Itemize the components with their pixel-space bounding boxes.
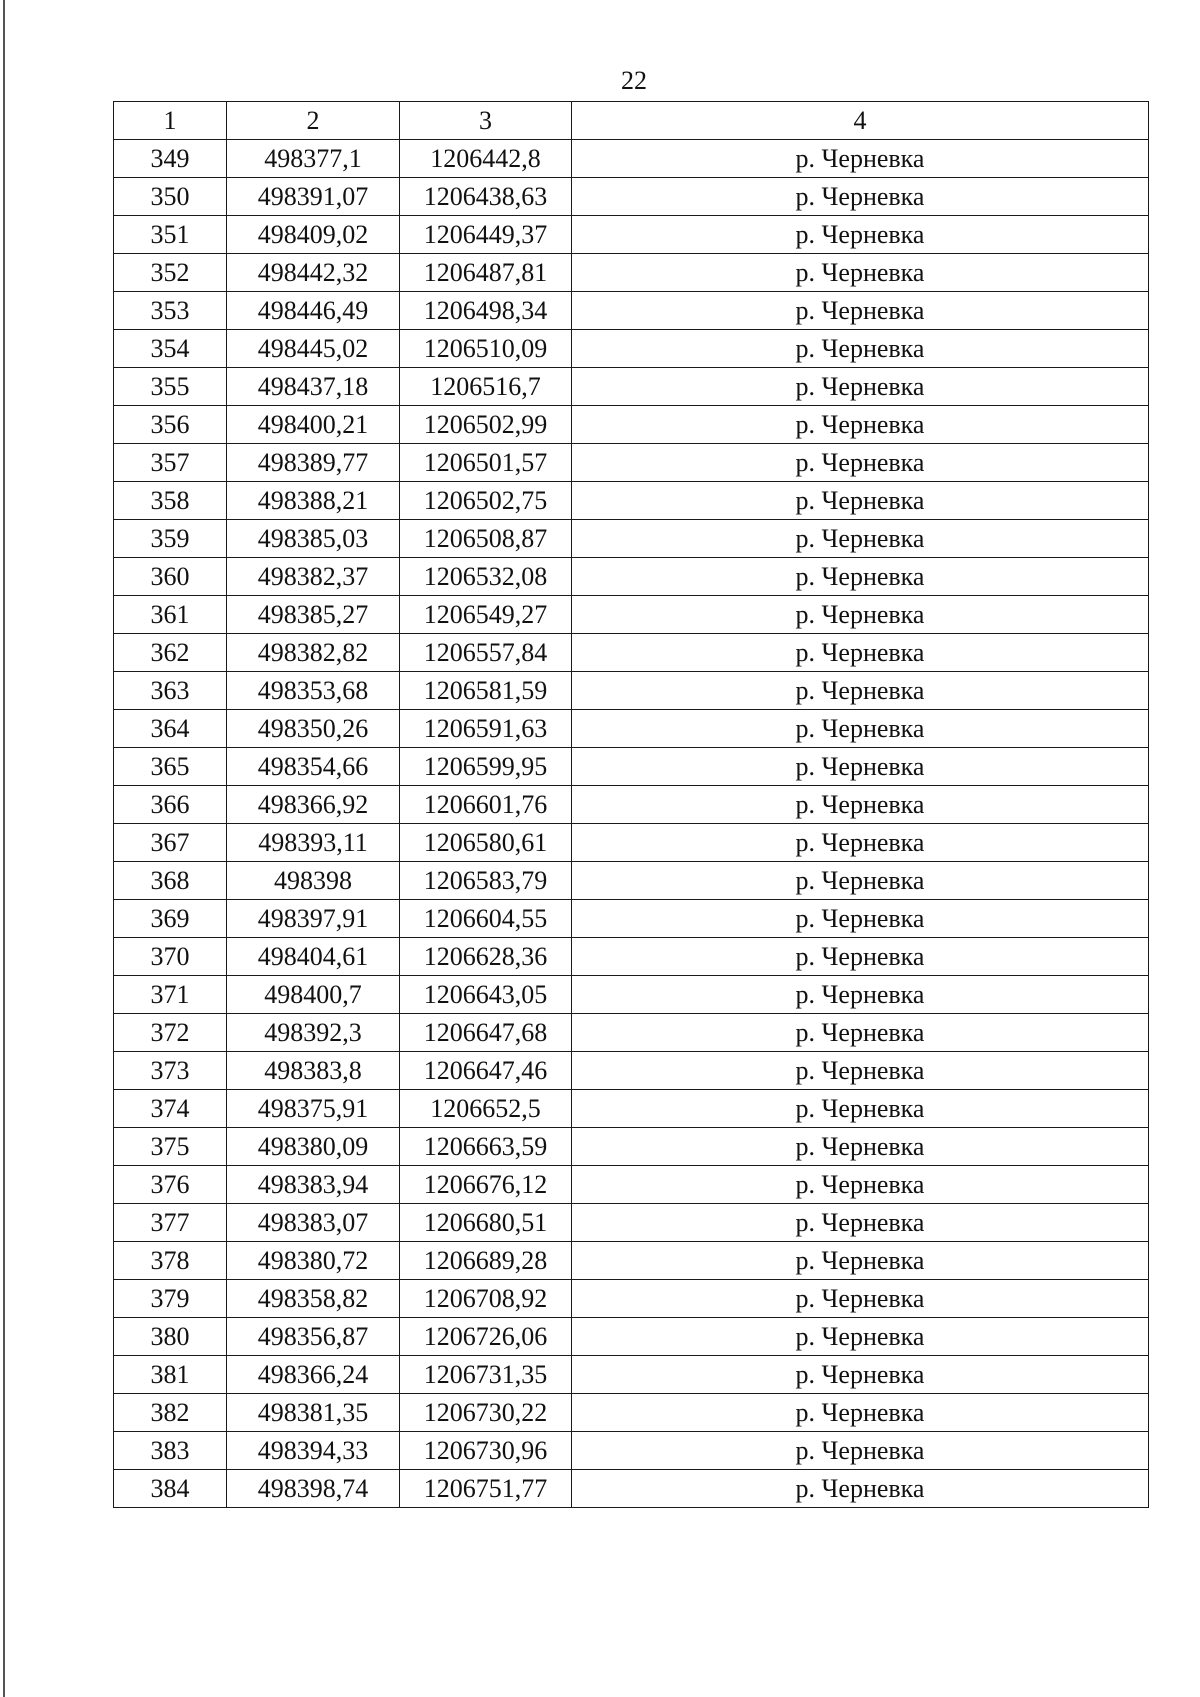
y-coordinate-cell: 1206508,87 [400, 520, 572, 558]
y-coordinate-cell: 1206601,76 [400, 786, 572, 824]
header-cell-3: 3 [400, 102, 572, 140]
table-row [114, 1204, 1149, 1242]
description-cell: р. Черневка [572, 520, 1149, 558]
point-number-cell: 379 [114, 1280, 227, 1318]
point-number-cell: 356 [114, 406, 227, 444]
description-cell: р. Черневка [572, 862, 1149, 900]
header-cell-4: 4 [572, 102, 1149, 140]
x-coordinate-cell: 498380,72 [227, 1242, 400, 1280]
x-coordinate-cell: 498398 [227, 862, 400, 900]
table-row [114, 140, 1149, 178]
table-row [114, 634, 1149, 672]
table-row [114, 558, 1149, 596]
point-number-cell: 373 [114, 1052, 227, 1090]
y-coordinate-cell: 1206487,81 [400, 254, 572, 292]
x-coordinate-cell: 498354,66 [227, 748, 400, 786]
y-coordinate-cell: 1206591,63 [400, 710, 572, 748]
y-coordinate-cell: 1206726,06 [400, 1318, 572, 1356]
point-number-cell: 360 [114, 558, 227, 596]
point-number-cell: 357 [114, 444, 227, 482]
y-coordinate-cell: 1206689,28 [400, 1242, 572, 1280]
y-coordinate-cell: 1206498,34 [400, 292, 572, 330]
point-number-cell: 372 [114, 1014, 227, 1052]
x-coordinate-cell: 498393,11 [227, 824, 400, 862]
x-coordinate-cell: 498382,37 [227, 558, 400, 596]
table-row [114, 710, 1149, 748]
description-cell: р. Черневка [572, 786, 1149, 824]
y-coordinate-cell: 1206557,84 [400, 634, 572, 672]
point-number-cell: 366 [114, 786, 227, 824]
y-coordinate-cell: 1206581,59 [400, 672, 572, 710]
y-coordinate-cell: 1206580,61 [400, 824, 572, 862]
x-coordinate-cell: 498400,7 [227, 976, 400, 1014]
point-number-cell: 371 [114, 976, 227, 1014]
y-coordinate-cell: 1206516,7 [400, 368, 572, 406]
x-coordinate-cell: 498375,91 [227, 1090, 400, 1128]
x-coordinate-cell: 498356,87 [227, 1318, 400, 1356]
page-number: 22 [621, 66, 647, 95]
table-row [114, 520, 1149, 558]
description-cell: р. Черневка [572, 748, 1149, 786]
point-number-cell: 376 [114, 1166, 227, 1204]
description-cell: р. Черневка [572, 1204, 1149, 1242]
x-coordinate-cell: 498445,02 [227, 330, 400, 368]
description-cell: р. Черневка [572, 368, 1149, 406]
point-number-cell: 350 [114, 178, 227, 216]
x-coordinate-cell: 498394,33 [227, 1432, 400, 1470]
table-row [114, 330, 1149, 368]
y-coordinate-cell: 1206680,51 [400, 1204, 572, 1242]
y-coordinate-cell: 1206438,63 [400, 178, 572, 216]
point-number-cell: 353 [114, 292, 227, 330]
description-cell: р. Черневка [572, 444, 1149, 482]
table-row [114, 178, 1149, 216]
table-row [114, 368, 1149, 406]
coordinates-table [113, 101, 1149, 1508]
description-cell: р. Черневка [572, 254, 1149, 292]
table-row [114, 672, 1149, 710]
table-row [114, 1052, 1149, 1090]
point-number-cell: 382 [114, 1394, 227, 1432]
table-row [114, 824, 1149, 862]
x-coordinate-cell: 498383,94 [227, 1166, 400, 1204]
table-body [114, 140, 1149, 1508]
x-coordinate-cell: 498382,82 [227, 634, 400, 672]
table-row [114, 976, 1149, 1014]
table-row [114, 1280, 1149, 1318]
point-number-cell: 352 [114, 254, 227, 292]
point-number-cell: 349 [114, 140, 227, 178]
table-row [114, 1166, 1149, 1204]
description-cell: р. Черневка [572, 558, 1149, 596]
description-cell: р. Черневка [572, 938, 1149, 976]
point-number-cell: 363 [114, 672, 227, 710]
table-row [114, 748, 1149, 786]
x-coordinate-cell: 498383,07 [227, 1204, 400, 1242]
table-row [114, 406, 1149, 444]
y-coordinate-cell: 1206647,68 [400, 1014, 572, 1052]
description-cell: р. Черневка [572, 406, 1149, 444]
table-row [114, 1394, 1149, 1432]
y-coordinate-cell: 1206604,55 [400, 900, 572, 938]
description-cell: р. Черневка [572, 330, 1149, 368]
table-row [114, 1242, 1149, 1280]
table-row [114, 862, 1149, 900]
y-coordinate-cell: 1206442,8 [400, 140, 572, 178]
description-cell: р. Черневка [572, 178, 1149, 216]
y-coordinate-cell: 1206549,27 [400, 596, 572, 634]
description-cell: р. Черневка [572, 976, 1149, 1014]
y-coordinate-cell: 1206583,79 [400, 862, 572, 900]
description-cell: р. Черневка [572, 1242, 1149, 1280]
table-row [114, 900, 1149, 938]
header-row [114, 102, 1149, 140]
table-row [114, 596, 1149, 634]
y-coordinate-cell: 1206647,46 [400, 1052, 572, 1090]
description-cell: р. Черневка [572, 1052, 1149, 1090]
table-row [114, 1356, 1149, 1394]
point-number-cell: 368 [114, 862, 227, 900]
table-row [114, 1014, 1149, 1052]
x-coordinate-cell: 498446,49 [227, 292, 400, 330]
point-number-cell: 358 [114, 482, 227, 520]
x-coordinate-cell: 498388,21 [227, 482, 400, 520]
y-coordinate-cell: 1206628,36 [400, 938, 572, 976]
point-number-cell: 369 [114, 900, 227, 938]
x-coordinate-cell: 498366,92 [227, 786, 400, 824]
point-number-cell: 365 [114, 748, 227, 786]
table-row [114, 786, 1149, 824]
point-number-cell: 362 [114, 634, 227, 672]
point-number-cell: 354 [114, 330, 227, 368]
table-row [114, 292, 1149, 330]
description-cell: р. Черневка [572, 634, 1149, 672]
description-cell: р. Черневка [572, 710, 1149, 748]
x-coordinate-cell: 498385,03 [227, 520, 400, 558]
table-row [114, 254, 1149, 292]
description-cell: р. Черневка [572, 1280, 1149, 1318]
header-cell-1: 1 [114, 102, 227, 140]
description-cell: р. Черневка [572, 1318, 1149, 1356]
y-coordinate-cell: 1206652,5 [400, 1090, 572, 1128]
table-row [114, 1470, 1149, 1508]
point-number-cell: 355 [114, 368, 227, 406]
point-number-cell: 378 [114, 1242, 227, 1280]
y-coordinate-cell: 1206643,05 [400, 976, 572, 1014]
table-row [114, 1432, 1149, 1470]
x-coordinate-cell: 498397,91 [227, 900, 400, 938]
y-coordinate-cell: 1206502,75 [400, 482, 572, 520]
point-number-cell: 367 [114, 824, 227, 862]
x-coordinate-cell: 498442,32 [227, 254, 400, 292]
y-coordinate-cell: 1206751,77 [400, 1470, 572, 1508]
point-number-cell: 374 [114, 1090, 227, 1128]
point-number-cell: 359 [114, 520, 227, 558]
x-coordinate-cell: 498381,35 [227, 1394, 400, 1432]
x-coordinate-cell: 498409,02 [227, 216, 400, 254]
point-number-cell: 384 [114, 1470, 227, 1508]
table-row [114, 1128, 1149, 1166]
point-number-cell: 377 [114, 1204, 227, 1242]
description-cell: р. Черневка [572, 216, 1149, 254]
y-coordinate-cell: 1206708,92 [400, 1280, 572, 1318]
x-coordinate-cell: 498366,24 [227, 1356, 400, 1394]
y-coordinate-cell: 1206663,59 [400, 1128, 572, 1166]
page-edge-line [3, 0, 5, 1697]
description-cell: р. Черневка [572, 1090, 1149, 1128]
description-cell: р. Черневка [572, 1128, 1149, 1166]
y-coordinate-cell: 1206730,96 [400, 1432, 572, 1470]
point-number-cell: 361 [114, 596, 227, 634]
y-coordinate-cell: 1206731,35 [400, 1356, 572, 1394]
description-cell: р. Черневка [572, 292, 1149, 330]
point-number-cell: 380 [114, 1318, 227, 1356]
description-cell: р. Черневка [572, 140, 1149, 178]
table-row [114, 444, 1149, 482]
header-cell-2: 2 [227, 102, 400, 140]
y-coordinate-cell: 1206676,12 [400, 1166, 572, 1204]
y-coordinate-cell: 1206730,22 [400, 1394, 572, 1432]
table-header [114, 102, 1149, 140]
x-coordinate-cell: 498389,77 [227, 444, 400, 482]
description-cell: р. Черневка [572, 672, 1149, 710]
y-coordinate-cell: 1206532,08 [400, 558, 572, 596]
table-row [114, 216, 1149, 254]
point-number-cell: 351 [114, 216, 227, 254]
table-row [114, 938, 1149, 976]
y-coordinate-cell: 1206449,37 [400, 216, 572, 254]
x-coordinate-cell: 498358,82 [227, 1280, 400, 1318]
description-cell: р. Черневка [572, 1356, 1149, 1394]
description-cell: р. Черневка [572, 1166, 1149, 1204]
x-coordinate-cell: 498380,09 [227, 1128, 400, 1166]
point-number-cell: 364 [114, 710, 227, 748]
description-cell: р. Черневка [572, 596, 1149, 634]
description-cell: р. Черневка [572, 1470, 1149, 1508]
point-number-cell: 381 [114, 1356, 227, 1394]
point-number-cell: 375 [114, 1128, 227, 1166]
x-coordinate-cell: 498400,21 [227, 406, 400, 444]
x-coordinate-cell: 498383,8 [227, 1052, 400, 1090]
description-cell: р. Черневка [572, 1014, 1149, 1052]
table-row [114, 1090, 1149, 1128]
x-coordinate-cell: 498437,18 [227, 368, 400, 406]
x-coordinate-cell: 498404,61 [227, 938, 400, 976]
x-coordinate-cell: 498350,26 [227, 710, 400, 748]
y-coordinate-cell: 1206599,95 [400, 748, 572, 786]
y-coordinate-cell: 1206510,09 [400, 330, 572, 368]
x-coordinate-cell: 498392,3 [227, 1014, 400, 1052]
description-cell: р. Черневка [572, 1394, 1149, 1432]
x-coordinate-cell: 498391,07 [227, 178, 400, 216]
table-row [114, 1318, 1149, 1356]
description-cell: р. Черневка [572, 1432, 1149, 1470]
y-coordinate-cell: 1206501,57 [400, 444, 572, 482]
description-cell: р. Черневка [572, 482, 1149, 520]
x-coordinate-cell: 498377,1 [227, 140, 400, 178]
point-number-cell: 383 [114, 1432, 227, 1470]
point-number-cell: 370 [114, 938, 227, 976]
x-coordinate-cell: 498385,27 [227, 596, 400, 634]
x-coordinate-cell: 498398,74 [227, 1470, 400, 1508]
y-coordinate-cell: 1206502,99 [400, 406, 572, 444]
description-cell: р. Черневка [572, 824, 1149, 862]
description-cell: р. Черневка [572, 900, 1149, 938]
table-row [114, 482, 1149, 520]
x-coordinate-cell: 498353,68 [227, 672, 400, 710]
